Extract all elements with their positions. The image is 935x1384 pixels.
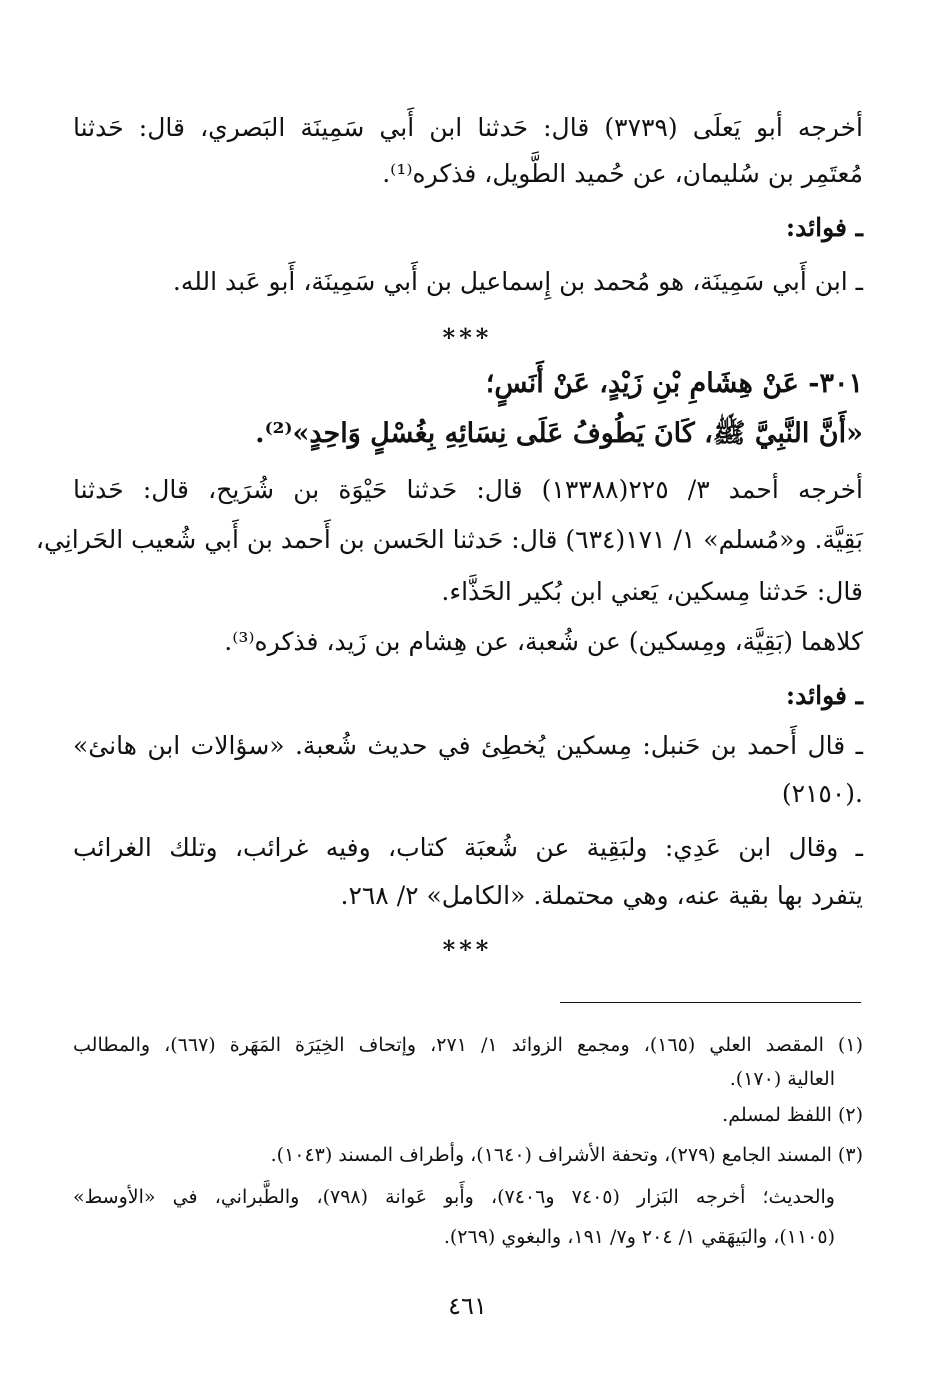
hadith-text: «أَنَّ النَّبِيَّ ﷺ، كَانَ يَطُوفُ عَلَى نِسَائِهِ بِغُسْلٍ وَاحِدٍ»⁽²⁾. <box>255 418 863 449</box>
benefit-item: ـ ابن أَبي سَمِينَة، هو مُحمد بن إِسماعيل بن أَبي سَمِينَة، أَبو عَبد الله. <box>172 267 863 296</box>
benefit-item-3: ـ وقال ابن عَدِي: ولبَقِية عن شُعبَة كتاب، وفيه غرائب، وتلك الغرائب <box>73 833 863 862</box>
footnote-3-detail: والحديث؛ أخرجه البَزار (٧٤٠٥ و٧٤٠٦)، وأَبو عَوانة (٧٩٨)، والطَّبراني، في «الأوسط» <box>73 1186 835 1208</box>
body-line-7: أخرجه أحمد ٣/ ٢٢٥(١٣٣٨٨) قال: حَدثنا حَيْوَة بن شُرَيح، قال: حَدثنا <box>73 475 863 504</box>
body-line-2: مُعتَمِر بن سُليمان، عن حُميد الطَّويل، فذكره⁽¹⁾. <box>382 159 863 188</box>
section-heading-benefits-2: ـ فوائد: <box>785 681 863 710</box>
footnote-1-cont: العالية (١٧٠). <box>729 1068 835 1090</box>
footnote-3-detail-cont: (١١٠٥)، والبَيهَقي ١/ ٢٠٤ و٧/ ١٩١، والبغوي (٢٦٩). <box>443 1226 835 1248</box>
body-line-9: قال: حَدثنا مِسكين، يَعني ابن بُكير الحَذَّاء. <box>441 577 863 606</box>
footnote-1: (١) المقصد العلي (١٦٥)، ومجمع الزوائد ١/ ٢٧١، وإتحاف الخِيَرَة المَهَرة (٦٦٧)، والمطالب <box>73 1034 863 1056</box>
page-number: ٤٦١ <box>448 1292 487 1320</box>
hadith-number-and-chain: ٣٠١- عَنْ هِشَامِ بْنِ زَيْدٍ، عَنْ أَنَسٍ؛ <box>485 368 863 399</box>
benefit-item-2-cont: (٢١٥٠). <box>781 779 863 808</box>
footnote-2: (٢) اللفظ لمسلم. <box>722 1104 863 1126</box>
section-separator: *** <box>442 323 493 352</box>
footnote-3: (٣) المسند الجامع (٢٧٩)، وتحفة الأشراف (١٦٤٠)، وأطراف المسند (١٠٤٣). <box>270 1144 863 1166</box>
body-line-8: بَقِيَّة. و«مُسلم» ١/ ١٧١(٦٣٤) قال: حَدثنا الحَسن بن أَحمد بن أَبي شُعيب الحَرانِي، <box>35 525 863 554</box>
benefit-item-2: ـ قال أَحمد بن حَنبل: مِسكين يُخطِئ في حديث شُعبة. «سؤالات ابن هانئ» <box>73 731 863 760</box>
body-line-1: أخرجه أبو يَعلَى (٣٧٣٩) قال: حَدثنا ابن أَبي سَمِينَة البَصري، قال: حَدثنا <box>73 113 863 142</box>
body-line-10: كلاهما (بَقِيَّة، ومِسكين) عن شُعبة، عن هِشام بن زَيد، فذكره⁽³⁾. <box>224 627 863 656</box>
section-heading-benefits: ـ فوائد: <box>785 213 863 242</box>
footnote-rule <box>560 1002 861 1003</box>
section-separator-2: *** <box>442 935 493 964</box>
benefit-item-3-cont: يتفرد بها بقية عنه، وهي محتملة. «الكامل» ٢/ ٢٦٨. <box>340 881 863 910</box>
